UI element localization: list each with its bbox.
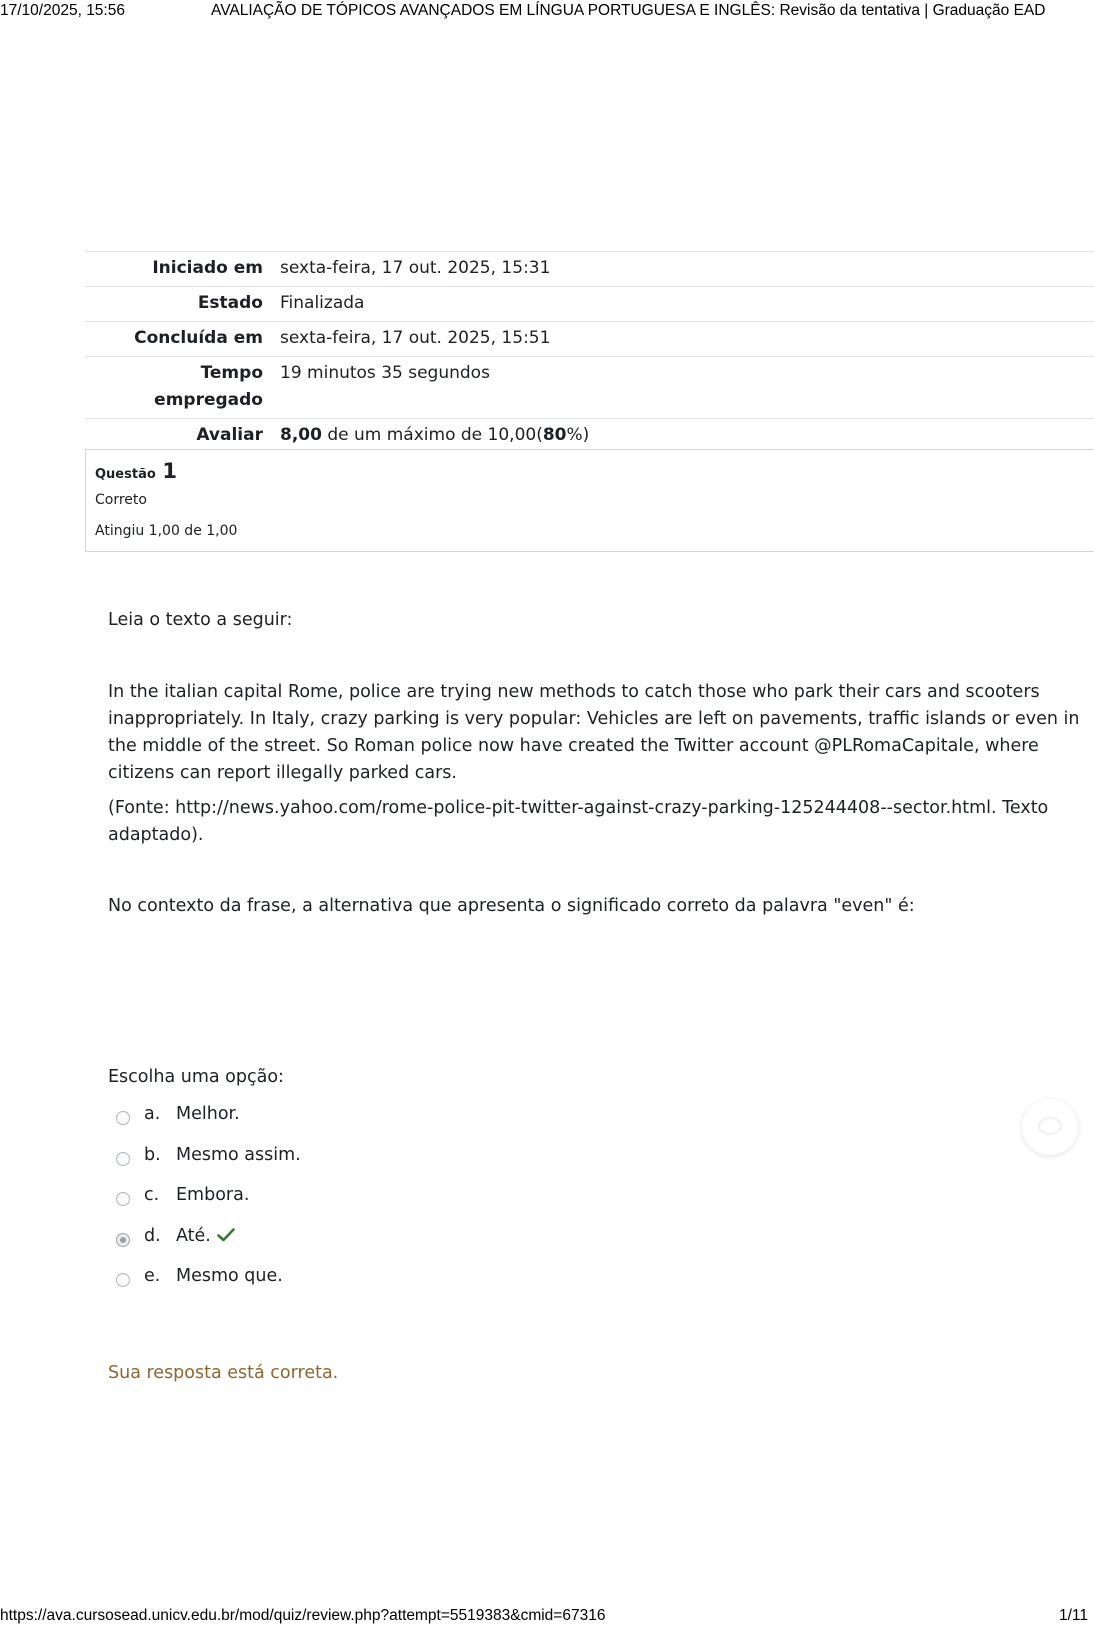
print-header: [0, 0, 1094, 22]
question-number-value: 1: [162, 459, 177, 483]
radio-c[interactable]: [116, 1192, 130, 1206]
completed-value: sexta-feira, 17 out. 2025, 15:51: [280, 322, 1094, 357]
option-letter: c.: [144, 1185, 160, 1205]
print-url: https://ava.cursosead.unicv.edu.br/mod/quiz/review.php?attempt=5519383&cmid=67316: [0, 1607, 606, 1624]
radio-d-selected[interactable]: [116, 1233, 130, 1247]
option-letter: d.: [144, 1225, 161, 1246]
radio-e[interactable]: [116, 1273, 130, 1287]
completed-label: Concluída em: [85, 322, 280, 357]
time-label-line1: Tempo: [200, 363, 263, 383]
state-label: Estado: [85, 287, 280, 322]
print-footer: [0, 1605, 1094, 1625]
option-b[interactable]: [116, 1145, 716, 1186]
summary-row-state: [85, 287, 1094, 322]
print-datetime: 17/10/2025, 15:56: [0, 2, 125, 19]
grade-middle: de um máximo de 10,00(: [321, 425, 543, 445]
question-mark: Atingiu 1,00 de 1,00: [95, 523, 238, 539]
summary-row-started: [85, 252, 1094, 287]
option-text: Embora.: [176, 1185, 250, 1205]
question-state: Correto: [95, 492, 147, 508]
option-a[interactable]: [116, 1104, 716, 1145]
option-e[interactable]: [116, 1266, 716, 1307]
option-letter: b.: [144, 1144, 161, 1165]
question-intro: Leia o texto a seguir:: [108, 610, 293, 630]
answer-prompt: Escolha uma opção:: [108, 1067, 284, 1087]
option-text: Mesmo assim.: [176, 1144, 301, 1165]
option-c[interactable]: [116, 1185, 716, 1226]
question-label: Questão: [95, 467, 156, 482]
grade-value: [280, 419, 1094, 454]
summary-row-time: [85, 357, 1094, 419]
radio-b[interactable]: [116, 1152, 130, 1166]
state-value: Finalizada: [280, 287, 1094, 322]
option-text-wrapper: [176, 1226, 235, 1247]
time-label-line2: empregado: [154, 390, 263, 410]
answer-feedback: Sua resposta está correta.: [108, 1363, 339, 1383]
floating-chat-button[interactable]: [1022, 1099, 1078, 1155]
answer-options: [116, 1104, 716, 1307]
chat-bubble-icon: [1036, 1115, 1064, 1139]
option-text: Até.: [176, 1225, 211, 1246]
correct-check-icon: [217, 1227, 235, 1247]
question-passage: In the italian capital Rome, police are trying new methods to catch those who park their cars and scooters inappropriately. In Italy, crazy parking is very popular: Vehicles are left on pavements, traffic islands or even in the middle of the street. So Roman police now have created the Twitter account @PLRomaCapitale, where citizens can report illegally parked cars.: [108, 682, 1080, 783]
option-text: Mesmo que.: [176, 1266, 283, 1286]
print-page-number: 1/11: [1058, 1607, 1088, 1624]
time-label: [85, 357, 280, 419]
summary-row-completed: [85, 322, 1094, 357]
option-letter: e.: [144, 1266, 161, 1286]
grade-score: 8,00: [280, 425, 322, 445]
question-source: (Fonte: http://news.yahoo.com/rome-police-pit-twitter-against-crazy-parking-125244408--sector.html. Texto adaptado).: [108, 798, 1049, 845]
question-info-box: [85, 449, 1094, 552]
time-value: 19 minutos 35 segundos: [280, 357, 1094, 419]
grade-label: Avaliar: [85, 419, 280, 454]
option-text: Melhor.: [176, 1104, 240, 1124]
option-d[interactable]: [116, 1226, 716, 1267]
started-label: Iniciado em: [85, 252, 280, 287]
summary-row-grade: [85, 419, 1094, 454]
grade-percent: 80: [542, 425, 567, 445]
option-letter: a.: [144, 1104, 161, 1124]
print-page-title: AVALIAÇÃO DE TÓPICOS AVANÇADOS EM LÍNGUA PORTUGUESA E INGLÊS: Revisão da tentativa | Graduação EAD: [211, 2, 1046, 19]
started-value: sexta-feira, 17 out. 2025, 15:31: [280, 252, 1094, 287]
question-number: [95, 459, 177, 483]
question-stem: No contexto da frase, a alternativa que apresenta o significado correto da palavra "even" é:: [108, 896, 915, 916]
attempt-summary-table: [85, 251, 1094, 453]
radio-a[interactable]: [116, 1111, 130, 1125]
grade-end: %): [566, 425, 590, 445]
